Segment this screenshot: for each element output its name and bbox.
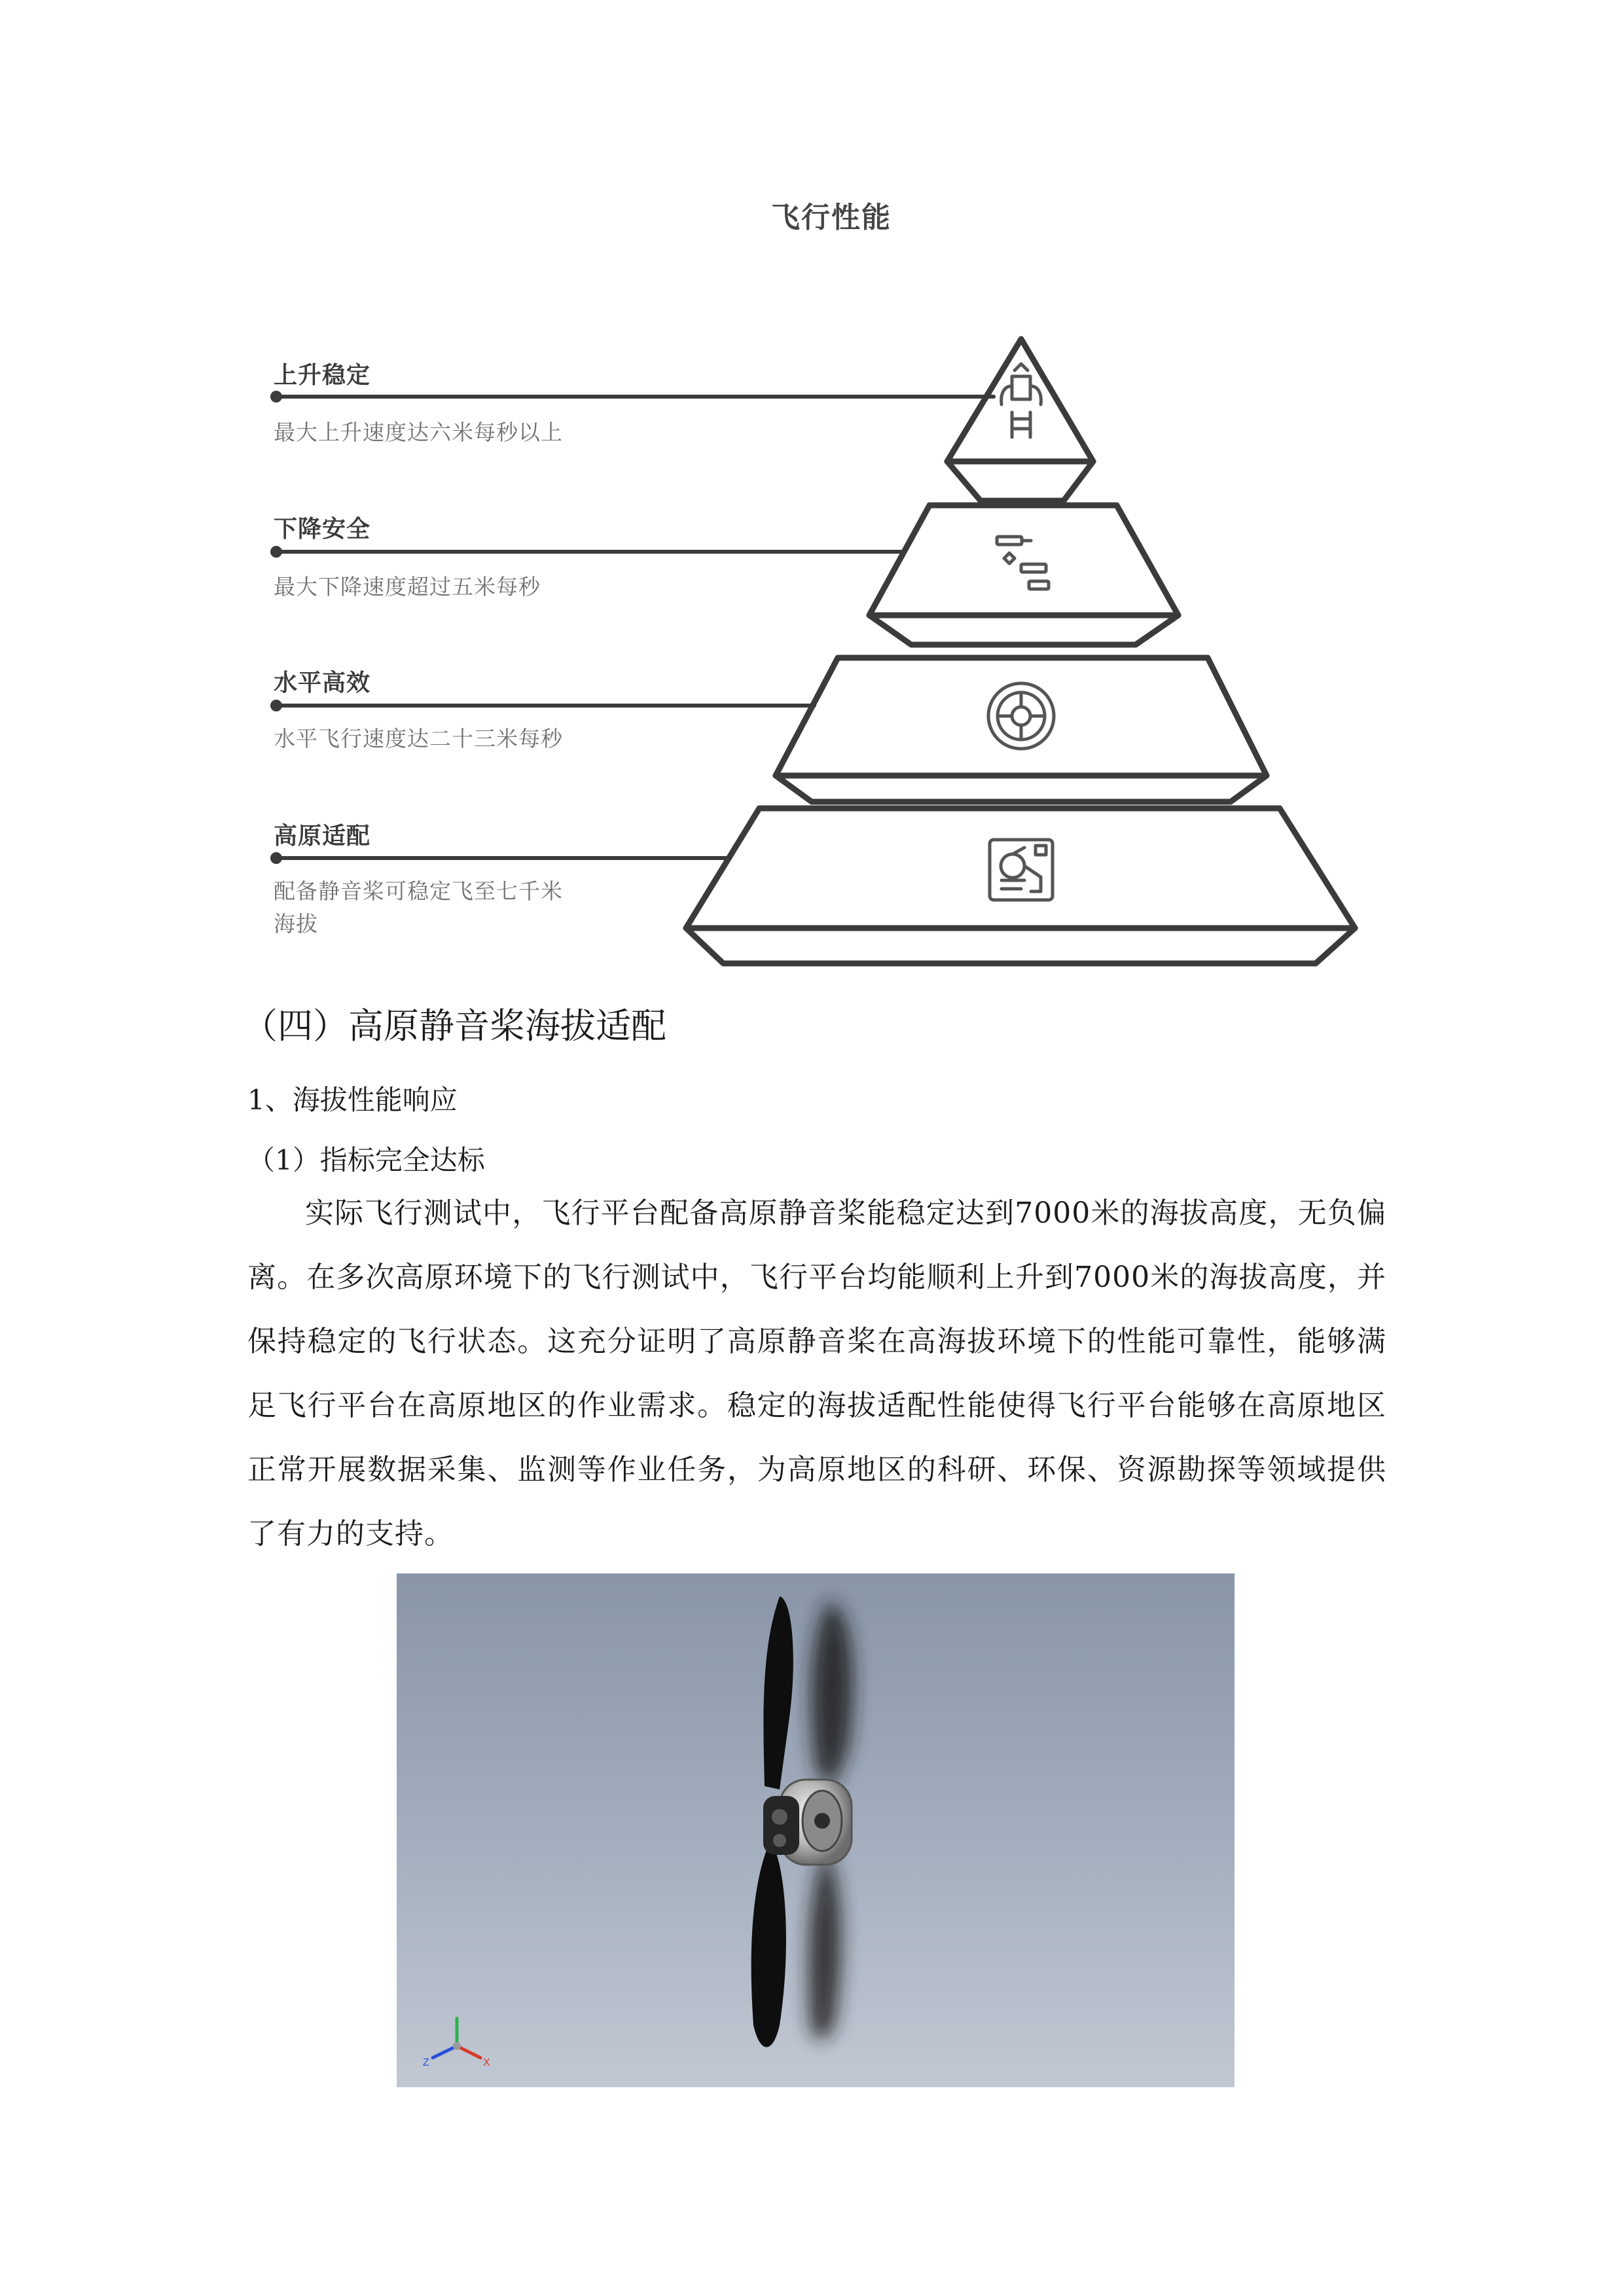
body-paragraph: 实际飞行测试中，飞行平台配备高原静音桨能稳定达到7000米的海拔高度，无负偏离。在多次高原环境下的飞行测试中，飞行平台均能顺利上升到7000米的海拔高度，并保持稳定的飞行状态。这充分证明了高原静音桨在高海拔环境下的性能可靠性，能够满足飞行平台在高原地区的作业需求。稳定的海拔适配性能使得飞行平台能够在高原地区正常开展数据采集、监测等作业任务，为高原地区的科研、环保、资源勘探等领域提供了有力的支持。 <box>247 1196 1386 1551</box>
pyramid-level-4 <box>686 808 1355 963</box>
motor-hub <box>763 1780 852 1865</box>
subsubsection-heading: （1）指标完全达标 <box>247 1144 485 1176</box>
flight-performance-infographic <box>0 0 1624 982</box>
level-1-description: 最大上升速度达六米每秒以上 <box>274 420 563 445</box>
propeller-render-image <box>397 1573 1235 2087</box>
level-4-description-line-2: 海拔 <box>274 911 318 937</box>
infographic-title: 飞行性能 <box>771 201 892 234</box>
level-3-description: 水平飞行速度达二十三米每秒 <box>274 726 563 751</box>
subsection-heading: 1、海拔性能响应 <box>247 1084 458 1116</box>
level-2-description: 最大下降速度超过五米每秒 <box>274 574 541 600</box>
level-1-title: 上升稳定 <box>274 362 371 389</box>
level-4-description-line-1: 配备静音桨可稳定飞至七千米 <box>274 878 563 904</box>
level-4-title: 高原适配 <box>274 823 371 850</box>
axis-label-x: X <box>483 2057 490 2068</box>
ladder-icon <box>1001 364 1041 437</box>
level-2-title: 下降安全 <box>274 516 371 543</box>
axis-label-z: Z <box>423 2057 429 2068</box>
section-heading: （四）高原静音桨海拔适配 <box>242 1005 666 1047</box>
pyramid-level-2 <box>869 505 1178 645</box>
axis-triad <box>433 2018 480 2058</box>
level-3-title: 水平高效 <box>274 670 371 696</box>
map-icon <box>990 840 1053 900</box>
target-icon <box>988 683 1054 749</box>
pyramid-diagram <box>0 0 1624 982</box>
flowchart-icon <box>997 537 1049 589</box>
